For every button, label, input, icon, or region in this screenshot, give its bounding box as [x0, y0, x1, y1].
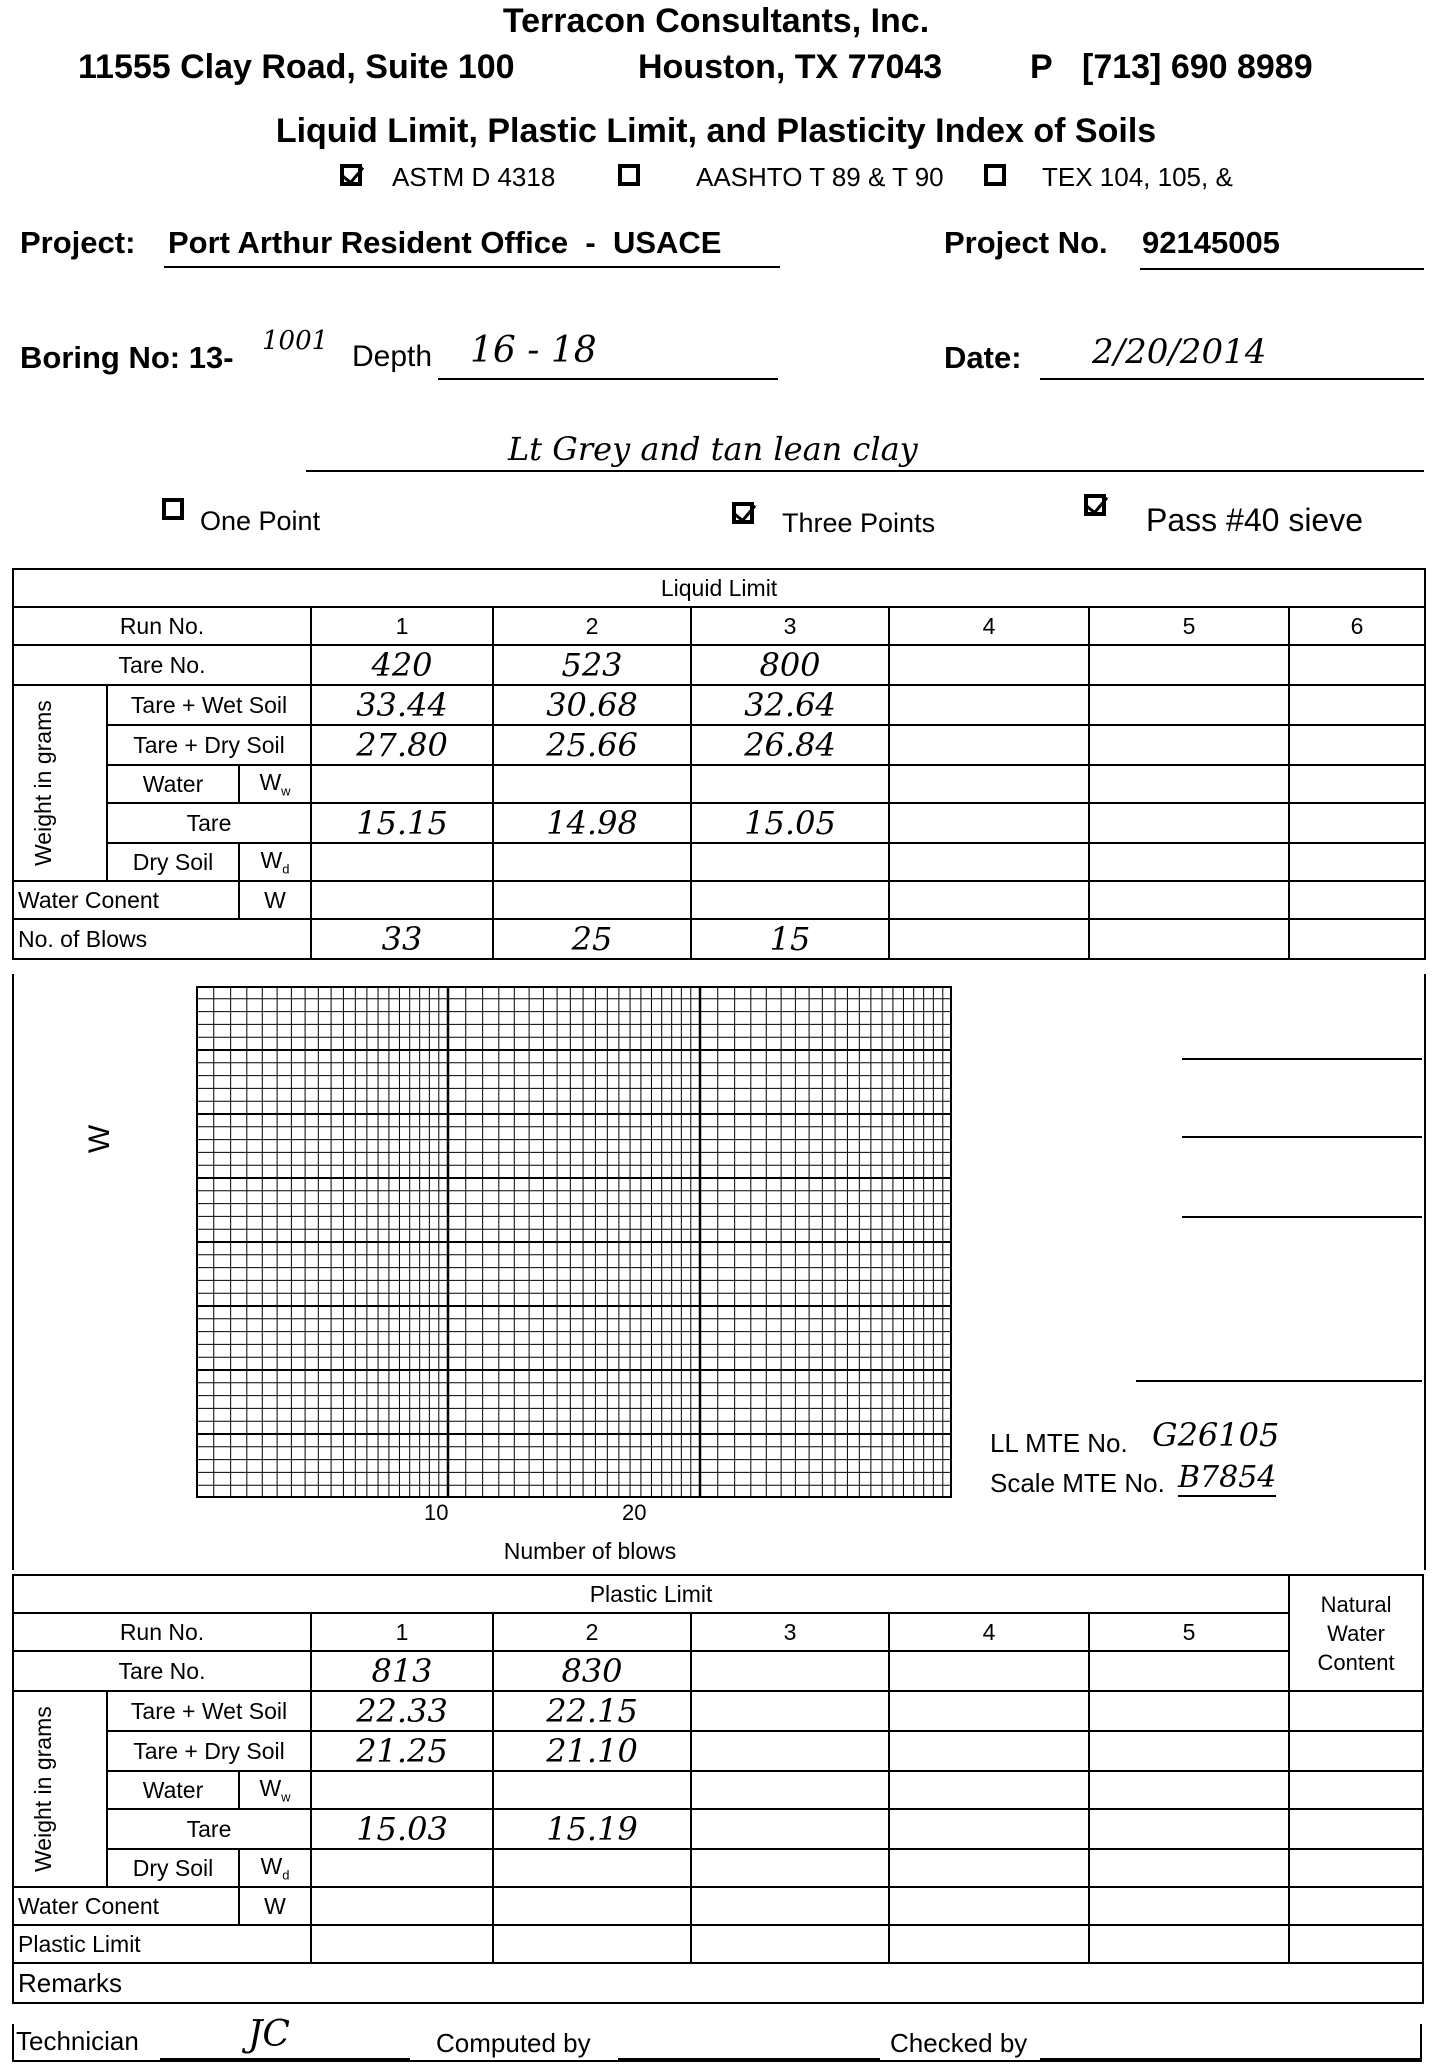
tare-value: 15.15 — [356, 804, 448, 842]
scale-mte-value: B7854 — [1178, 1460, 1277, 1495]
ll-mte-value: G26105 — [1152, 1416, 1280, 1454]
remarks-label: Remarks — [13, 1963, 1423, 2003]
technician-label: Technician — [16, 2026, 139, 2056]
table-row — [13, 607, 1425, 645]
run-number: 2 — [493, 1613, 691, 1651]
dry-soil-label: Tare + Dry Soil — [107, 725, 311, 765]
tex-label: TEX 104, 105, & — [1042, 162, 1233, 192]
project-name: Port Arthur Resident Office - USACE — [168, 225, 722, 260]
tare-no-value: 420 — [371, 646, 433, 684]
phone-label: P — [1030, 48, 1053, 86]
project-number-label: Project No. — [944, 225, 1108, 260]
dry-soil-weight-label: Dry Soil — [107, 843, 239, 881]
table-row — [13, 1925, 1423, 1963]
table-row — [13, 765, 1425, 803]
wet-soil-label: Tare + Wet Soil — [107, 685, 311, 725]
run-number: 5 — [1089, 607, 1289, 645]
aashto-label: AASHTO T 89 & T 90 — [696, 162, 944, 192]
aashto-checkbox[interactable] — [618, 164, 640, 186]
table-row — [13, 843, 1425, 881]
tare-value: 15.19 — [546, 1810, 638, 1848]
tare-no-value: 523 — [561, 646, 623, 684]
pass40-label: Pass #40 sieve — [1146, 502, 1364, 538]
one-point-checkbox[interactable] — [162, 498, 184, 520]
soil-description: Lt Grey and tan lean clay — [508, 430, 918, 468]
run-number: 6 — [1289, 607, 1425, 645]
weight-in-grams-label: Weight in grams — [30, 1706, 56, 1872]
table-row — [13, 645, 1425, 685]
tare-no-label: Tare No. — [13, 1651, 311, 1691]
boring-label: Boring No: 13- — [20, 340, 234, 375]
chart-ylabel: W — [83, 1124, 117, 1154]
one-point-label: One Point — [200, 506, 321, 536]
wet-value: 32.64 — [744, 686, 836, 724]
tare-no-label: Tare No. — [13, 645, 311, 685]
chart-xlabel: Number of blows — [503, 1538, 677, 1564]
run-number: 2 — [493, 607, 691, 645]
depth-label: Depth — [352, 340, 433, 373]
table-row — [13, 881, 1425, 919]
dry-value: 25.66 — [546, 726, 638, 764]
depth-value: 16 - 18 — [470, 330, 597, 371]
blows-label: No. of Blows — [13, 919, 311, 959]
run-no-label: Run No. — [13, 607, 311, 645]
weight-in-grams-label: Weight in grams — [30, 700, 56, 866]
blows-value: 15 — [769, 920, 811, 958]
run-number: 5 — [1089, 1613, 1289, 1651]
table-row — [13, 685, 1425, 725]
form-title: Liquid Limit, Plastic Limit, and Plasticity Index of Soils — [275, 112, 1157, 150]
table-row — [13, 1849, 1423, 1887]
table-row — [13, 1691, 1423, 1731]
blows-value: 25 — [571, 920, 613, 958]
plastic-limit-title: Plastic Limit — [13, 1575, 1289, 1613]
plastic-limit-label: Plastic Limit — [13, 1925, 311, 1963]
three-points-label: Three Points — [782, 508, 936, 538]
dry-soil-label: Tare + Dry Soil — [107, 1731, 311, 1771]
computed-by-label: Computed by — [436, 2028, 591, 2058]
tare-label: Tare — [107, 1809, 311, 1849]
table-row — [13, 1731, 1423, 1771]
wet-value: 22.15 — [546, 1692, 638, 1730]
technician-value: JC — [248, 2014, 290, 2055]
dry-value: 21.10 — [546, 1732, 638, 1770]
tare-value: 15.03 — [356, 1810, 448, 1848]
table-row — [13, 725, 1425, 765]
boring-value: 1001 — [262, 326, 329, 356]
dry-value: 21.25 — [356, 1732, 448, 1770]
project-label: Project: — [20, 225, 136, 260]
liquid-limit-table — [12, 568, 1426, 960]
run-number: 4 — [889, 1613, 1089, 1651]
water-content-label: Water Conent — [13, 1887, 239, 1925]
run-number: 1 — [311, 607, 493, 645]
wd-symbol: $W_d$ — [239, 1849, 311, 1887]
ww-symbol: $W_w$ — [239, 765, 311, 803]
footer-row — [12, 2024, 1422, 2062]
pass40-checkbox[interactable] — [1084, 494, 1106, 516]
liquid-limit-title: Liquid Limit — [13, 569, 1425, 607]
tare-no-value: 830 — [561, 1652, 623, 1690]
dry-soil-weight-label: Dry Soil — [107, 1849, 239, 1887]
blows-chart — [196, 986, 952, 1498]
wd-symbol: $W_d$ — [239, 843, 311, 881]
plastic-limit-table — [12, 1574, 1424, 2004]
chart-xtick: 10 — [424, 1500, 449, 1525]
wet-value: 22.33 — [356, 1692, 448, 1730]
dry-value: 27.80 — [356, 726, 448, 764]
table-row — [13, 803, 1425, 843]
company-city: Houston, TX 77043 — [638, 48, 943, 86]
tare-no-value: 813 — [371, 1652, 433, 1690]
project-number: 92145005 — [1142, 225, 1280, 260]
dry-value: 26.84 — [744, 726, 836, 764]
wet-soil-label: Tare + Wet Soil — [107, 1691, 311, 1731]
company-name: Terracon Consultants, Inc. — [502, 2, 930, 40]
blows-value: 33 — [381, 920, 423, 958]
chart-xtick: 20 — [622, 1500, 647, 1525]
table-row — [13, 1887, 1423, 1925]
run-no-label: Run No. — [13, 1613, 311, 1651]
run-number: 3 — [691, 1613, 889, 1651]
scale-mte-label: Scale MTE No. — [990, 1468, 1165, 1498]
w-symbol: W — [239, 881, 311, 919]
date-label: Date: — [944, 340, 1022, 375]
wet-value: 33.44 — [356, 686, 448, 724]
run-number: 3 — [691, 607, 889, 645]
astm-checkbox[interactable] — [340, 164, 362, 186]
three-points-checkbox[interactable] — [732, 502, 754, 524]
ww-symbol: $W_w$ — [239, 1771, 311, 1809]
w-symbol: W — [239, 1887, 311, 1925]
table-row — [13, 1771, 1423, 1809]
tare-no-value: 800 — [759, 646, 821, 684]
run-number: 1 — [311, 1613, 493, 1651]
run-number: 4 — [889, 607, 1089, 645]
water-label: Water — [107, 1771, 239, 1809]
phone-number: [713] 690 8989 — [1082, 48, 1313, 86]
water-content-label: Water Conent — [13, 881, 239, 919]
water-label: Water — [107, 765, 239, 803]
tare-value: 14.98 — [546, 804, 638, 842]
wet-value: 30.68 — [546, 686, 638, 724]
company-address: 11555 Clay Road, Suite 100 — [78, 48, 515, 86]
checked-by-label: Checked by — [890, 2028, 1028, 2058]
table-row — [13, 1651, 1423, 1691]
table-row — [13, 919, 1425, 959]
ll-mte-label: LL MTE No. — [990, 1428, 1128, 1458]
tex-checkbox[interactable] — [984, 164, 1006, 186]
natural-water-content-header: Natural Water Content — [1289, 1575, 1423, 1691]
date-value: 2/20/2014 — [1092, 332, 1267, 372]
table-row — [13, 1809, 1423, 1849]
tare-label: Tare — [107, 803, 311, 843]
tare-value: 15.05 — [744, 804, 836, 842]
table-row — [13, 1963, 1423, 2003]
table-row — [13, 1613, 1423, 1651]
astm-label: ASTM D 4318 — [392, 162, 556, 192]
